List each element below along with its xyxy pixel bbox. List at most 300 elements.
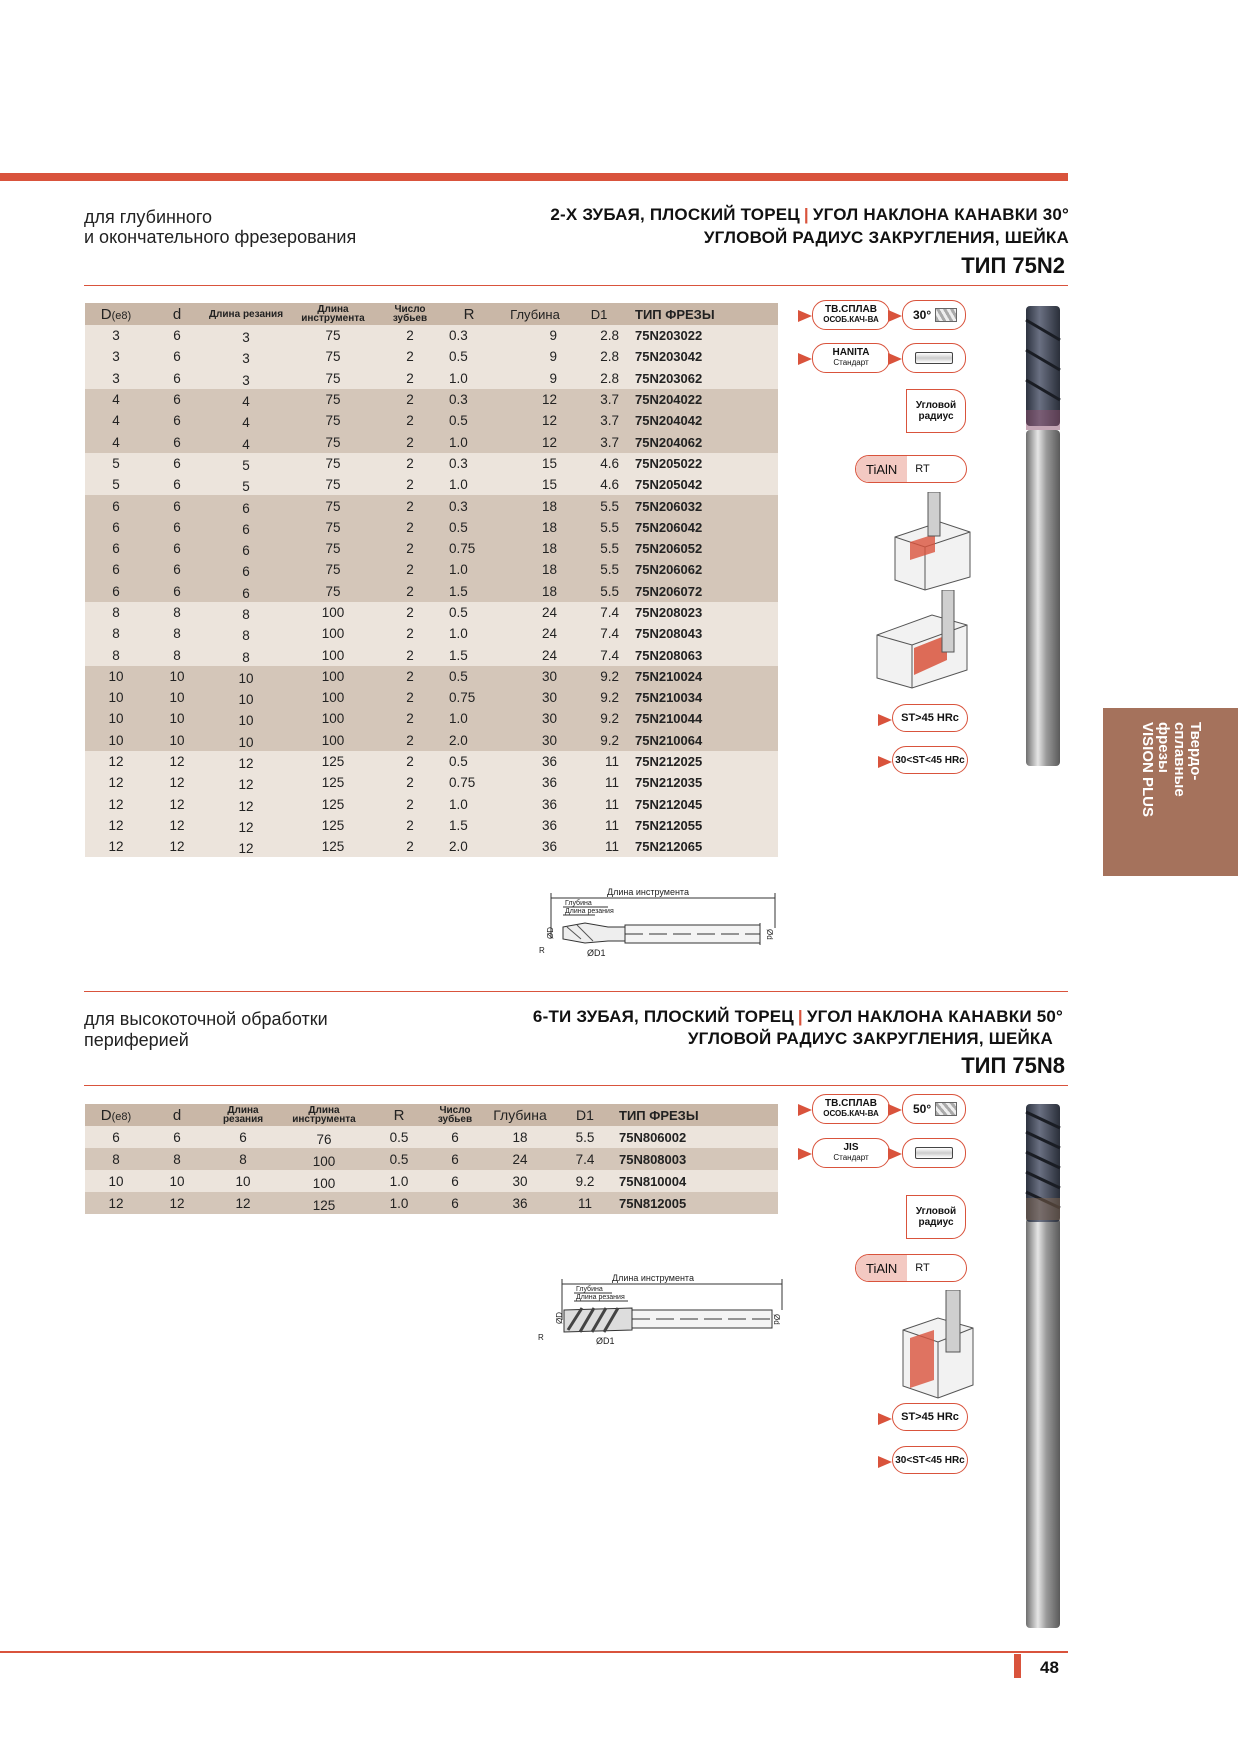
badge-standard-line1: HANITA	[832, 347, 870, 358]
cell-teeth: 6	[429, 1170, 481, 1192]
cell-D1: 11	[571, 772, 627, 793]
cell-D1: 2.8	[571, 368, 627, 389]
helix-icon	[935, 308, 957, 322]
table-row	[85, 368, 778, 389]
col-d: d	[147, 1104, 207, 1126]
bottom-accent-rule	[0, 1651, 1068, 1653]
drawing-label-tool-length: Длина инструмента	[607, 887, 689, 897]
cell-teeth: 2	[381, 772, 439, 793]
cell-cut-length: 12	[207, 815, 285, 836]
section2-type-title: ТИП 75N8	[961, 1053, 1065, 1078]
cell-D1: 7.4	[559, 1148, 611, 1170]
cell-teeth: 2	[381, 474, 439, 495]
page-number-marker	[1014, 1654, 1021, 1678]
cell-d: 6	[147, 431, 207, 452]
cell-d: 6	[147, 410, 207, 431]
cell-d: 10	[147, 687, 207, 708]
cell-depth: 36	[499, 751, 571, 772]
cell-D1: 11	[571, 794, 627, 815]
badge-corner-radius	[906, 389, 966, 433]
badge-arrow	[798, 1104, 812, 1116]
cell-d: 10	[147, 1170, 207, 1192]
cell-d: 6	[147, 538, 207, 559]
badge-arrow	[888, 1148, 902, 1160]
badge-carbide-line2: ОСОБ.КАЧ-ВА	[823, 1109, 879, 1118]
cell-teeth: 2	[381, 708, 439, 729]
table-row	[85, 794, 778, 815]
side-tab-line3: фрезы	[1154, 722, 1172, 773]
table-row	[85, 666, 778, 687]
cell-D1: 5.5	[571, 559, 627, 580]
cell-cut-length: 3	[207, 325, 285, 346]
section1-rule	[84, 285, 1068, 286]
cell-tool-length: 75	[285, 559, 381, 580]
cell-d: 6	[147, 495, 207, 516]
cell-tool-length: 100	[285, 666, 381, 687]
cell-teeth: 2	[381, 495, 439, 516]
cell-cut-length: 12	[207, 751, 285, 772]
cell-D1: 2.8	[571, 325, 627, 346]
col-tool-length: Длина инструмента	[279, 1104, 369, 1126]
cell-teeth: 2	[381, 431, 439, 452]
cell-code: 75N203062	[627, 368, 778, 389]
cell-tool-length: 75	[285, 325, 381, 346]
cell-teeth: 2	[381, 368, 439, 389]
table-row	[85, 772, 778, 793]
badge-arrow	[888, 1104, 902, 1116]
cell-D: 12	[85, 751, 147, 772]
badge-coating-name: TiAlN	[856, 456, 907, 482]
cell-tool-length: 100	[285, 687, 381, 708]
cell-teeth: 2	[381, 410, 439, 431]
cell-cut-length: 8	[207, 623, 285, 644]
col-D-sub: (e8)	[111, 1110, 132, 1123]
col-depth: Глубина	[481, 1104, 559, 1126]
cell-code: 75N208043	[627, 623, 778, 644]
col-R: R	[369, 1104, 429, 1126]
section2-heading-line1	[533, 1006, 1063, 1028]
cell-R: 0.75	[439, 772, 499, 793]
cell-depth: 12	[499, 410, 571, 431]
cell-tool-length: 100	[285, 644, 381, 665]
cell-code: 75N212055	[627, 815, 778, 836]
cell-tool-length: 76	[279, 1126, 369, 1148]
badge-standard	[812, 343, 890, 373]
cell-tool-length: 75	[285, 581, 381, 602]
badge-standard	[812, 1138, 890, 1168]
cell-code: 75N806002	[611, 1126, 778, 1148]
helix-icon	[935, 1102, 957, 1116]
cell-R: 0.5	[439, 602, 499, 623]
cell-D: 10	[85, 687, 147, 708]
cell-D1: 4.6	[571, 453, 627, 474]
badge-hrc-high: ST>45 HRc	[892, 1403, 968, 1431]
section1-heading-line1	[550, 204, 1069, 226]
cell-depth: 15	[499, 474, 571, 495]
cell-cut-length: 10	[207, 730, 285, 751]
cell-tool-length: 100	[285, 602, 381, 623]
cell-code: 75N210024	[627, 666, 778, 687]
cell-teeth: 2	[381, 815, 439, 836]
cell-R: 1.5	[439, 581, 499, 602]
table-row	[85, 495, 778, 516]
cell-D: 6	[85, 559, 147, 580]
cell-teeth: 2	[381, 517, 439, 538]
section2-heading-b: УГОЛ НАКЛОНА КАНАВКИ 50°	[806, 1007, 1063, 1026]
badge-coating-name: TiAlN	[856, 1255, 907, 1281]
cell-cut-length: 6	[207, 495, 285, 516]
cell-teeth: 2	[381, 346, 439, 367]
section1-type-title: ТИП 75N2	[961, 253, 1065, 278]
cell-teeth: 2	[381, 538, 439, 559]
badge-coating	[855, 455, 967, 483]
table-row	[85, 1170, 778, 1192]
cell-cut-length: 6	[207, 559, 285, 580]
table-row	[85, 1126, 778, 1148]
cell-tool-length: 100	[285, 730, 381, 751]
cell-tool-length: 75	[285, 474, 381, 495]
cell-tool-length: 75	[285, 410, 381, 431]
cell-depth: 18	[499, 581, 571, 602]
col-cut-length: Длина резания	[207, 1104, 279, 1126]
table-row	[85, 346, 778, 367]
cell-tool-length: 125	[285, 815, 381, 836]
cell-R: 1.5	[439, 815, 499, 836]
section1-heading-line2: УГЛОВОЙ РАДИУС ЗАКРУГЛЕНИЯ, ШЕЙКА	[703, 228, 1069, 247]
cell-tool-length: 75	[285, 368, 381, 389]
cell-D: 5	[85, 474, 147, 495]
cell-depth: 36	[499, 772, 571, 793]
section1-heading-a: 2-Х ЗУБАЯ, ПЛОСКИЙ ТОРЕЦ	[550, 205, 800, 224]
cell-tool-length: 75	[285, 453, 381, 474]
table-row	[85, 538, 778, 559]
table-row	[85, 708, 778, 729]
cell-teeth: 2	[381, 644, 439, 665]
cell-code: 75N204062	[627, 431, 778, 452]
cell-teeth: 2	[381, 730, 439, 751]
cell-D: 4	[85, 431, 147, 452]
col-d: d	[147, 303, 207, 325]
table-row	[85, 410, 778, 431]
cell-teeth: 2	[381, 325, 439, 346]
cell-depth: 36	[499, 794, 571, 815]
table-header-row	[85, 303, 778, 325]
table-row	[85, 325, 778, 346]
cell-teeth: 2	[381, 836, 439, 857]
cell-tool-length: 75	[285, 389, 381, 410]
cell-cut-length: 3	[207, 346, 285, 367]
cell-depth: 18	[499, 495, 571, 516]
cell-teeth: 2	[381, 623, 439, 644]
cell-depth: 12	[499, 431, 571, 452]
cell-D: 6	[85, 517, 147, 538]
cell-cut-length: 10	[207, 666, 285, 687]
cell-d: 8	[147, 1148, 207, 1170]
cell-D1: 11	[571, 815, 627, 836]
cell-d: 12	[147, 751, 207, 772]
badge-arrow	[798, 1148, 812, 1160]
drawing-label-D: ØD	[546, 927, 555, 939]
cell-depth: 24	[499, 602, 571, 623]
badge-arrow	[878, 756, 892, 768]
cell-D1: 3.7	[571, 431, 627, 452]
col-depth: Глубина	[499, 303, 571, 325]
cell-d: 6	[147, 1126, 207, 1148]
badge-arrow	[878, 1413, 892, 1425]
cell-code: 75N212025	[627, 751, 778, 772]
cell-D: 12	[85, 1192, 147, 1214]
cell-R: 1.0	[439, 431, 499, 452]
table-row	[85, 581, 778, 602]
cell-cut-length: 10	[207, 708, 285, 729]
side-milling-illustration	[872, 590, 972, 690]
cell-d: 12	[147, 794, 207, 815]
cell-D: 10	[85, 666, 147, 687]
cell-teeth: 2	[381, 751, 439, 772]
cell-teeth: 6	[429, 1192, 481, 1214]
cell-teeth: 2	[381, 794, 439, 815]
cell-tool-length: 75	[285, 346, 381, 367]
cell-depth: 30	[481, 1170, 559, 1192]
cell-cut-length: 6	[207, 581, 285, 602]
section1-subtitle-line1: для глубинного	[84, 207, 213, 227]
drawing-label-cut-length: Длина резания	[565, 908, 614, 915]
cell-D1: 9.2	[571, 708, 627, 729]
cell-D1: 7.4	[571, 602, 627, 623]
cell-cut-length: 10	[207, 687, 285, 708]
badge-radius-line1: Угловой	[915, 400, 957, 411]
col-cut-length: Длина резания	[207, 303, 285, 325]
badge-helix-value: 50°	[913, 1102, 932, 1116]
cell-R: 0.75	[439, 687, 499, 708]
cell-D1: 5.5	[571, 495, 627, 516]
table-row	[85, 453, 778, 474]
section2-heading-a: 6-ТИ ЗУБАЯ, ПЛОСКИЙ ТОРЕЦ	[532, 1007, 794, 1026]
badge-carbide	[812, 1094, 890, 1124]
col-D-label: D	[100, 1106, 112, 1124]
cell-R: 0.75	[439, 538, 499, 559]
cell-tool-length: 100	[285, 708, 381, 729]
cell-tool-length: 125	[279, 1192, 369, 1214]
cell-depth: 30	[499, 730, 571, 751]
cell-code: 75N203022	[627, 325, 778, 346]
cell-cut-length: 8	[207, 1148, 279, 1170]
cell-code: 75N212065	[627, 836, 778, 857]
cell-cut-length: 6	[207, 517, 285, 538]
cell-code: 75N210044	[627, 708, 778, 729]
cell-D: 3	[85, 346, 147, 367]
cell-depth: 18	[499, 517, 571, 538]
cell-D1: 9.2	[559, 1170, 611, 1192]
col-D	[85, 303, 147, 325]
cell-D1: 5.5	[559, 1126, 611, 1148]
table-row	[85, 815, 778, 836]
cell-depth: 30	[499, 708, 571, 729]
badge-carbide-line1: ТВ.СПЛАВ	[825, 1098, 877, 1109]
cell-D: 12	[85, 772, 147, 793]
cell-R: 0.3	[439, 325, 499, 346]
section2-subtitle-line2: периферией	[84, 1030, 189, 1050]
cell-D: 3	[85, 325, 147, 346]
cell-cut-length: 12	[207, 836, 285, 857]
cell-d: 12	[147, 836, 207, 857]
col-code: ТИП ФРЕЗЫ	[611, 1104, 778, 1126]
badge-standard-line2: Стандарт	[833, 358, 869, 367]
cell-tool-length: 125	[285, 836, 381, 857]
cell-code: 75N210034	[627, 687, 778, 708]
cell-d: 6	[147, 581, 207, 602]
side-tab-line4: VISION PLUS	[1138, 722, 1156, 818]
cell-R: 2.0	[439, 836, 499, 857]
section2-spec-table	[85, 1104, 778, 1214]
cell-cut-length: 12	[207, 794, 285, 815]
section2-rule	[84, 1085, 1068, 1086]
cell-code: 75N812005	[611, 1192, 778, 1214]
cell-depth: 24	[499, 623, 571, 644]
cell-R: 0.3	[439, 495, 499, 516]
cell-D: 12	[85, 815, 147, 836]
cell-code: 75N204022	[627, 389, 778, 410]
cell-d: 10	[147, 730, 207, 751]
cell-d: 6	[147, 389, 207, 410]
cell-R: 0.3	[439, 389, 499, 410]
cell-R: 0.5	[439, 410, 499, 431]
cell-tool-length: 75	[285, 495, 381, 516]
cell-teeth: 2	[381, 581, 439, 602]
cell-teeth: 2	[381, 389, 439, 410]
cell-D1: 11	[571, 836, 627, 857]
col-D-sub: (e8)	[111, 309, 132, 322]
cell-D: 5	[85, 453, 147, 474]
shank-icon	[915, 352, 953, 364]
cell-d: 6	[147, 474, 207, 495]
side-tab-line1: Твердо-	[1186, 722, 1204, 781]
badge-hrc-high: ST>45 HRc	[892, 704, 968, 732]
badge-coating-rt: RT	[915, 1262, 930, 1274]
section2-heading-separator: |	[797, 1007, 803, 1026]
badge-carbide-line1: ТВ.СПЛАВ	[825, 304, 877, 315]
cell-d: 6	[147, 325, 207, 346]
cell-D: 8	[85, 644, 147, 665]
cell-code: 75N203042	[627, 346, 778, 367]
cell-R: 1.0	[369, 1170, 429, 1192]
cell-cut-length: 4	[207, 389, 285, 410]
col-code: ТИП ФРЕЗЫ	[627, 303, 778, 325]
cell-D1: 5.5	[571, 538, 627, 559]
cell-code: 75N206052	[627, 538, 778, 559]
cell-R: 0.3	[439, 453, 499, 474]
cell-D1: 5.5	[571, 581, 627, 602]
cell-cut-length: 4	[207, 431, 285, 452]
top-accent-bar	[0, 173, 1068, 181]
badge-radius-line2: радиус	[918, 1217, 954, 1228]
badge-helix-angle	[902, 300, 966, 330]
cell-d: 8	[147, 623, 207, 644]
page-number: 48	[1040, 1658, 1059, 1677]
badge-hrc-mid: 30<ST<45 HRc	[892, 746, 968, 774]
cell-D: 3	[85, 368, 147, 389]
cell-D: 12	[85, 836, 147, 857]
cell-D1: 3.7	[571, 389, 627, 410]
cell-code: 75N206042	[627, 517, 778, 538]
cell-code: 75N205022	[627, 453, 778, 474]
table-row	[85, 389, 778, 410]
section1-heading-b: УГОЛ НАКЛОНА КАНАВКИ 30°	[812, 205, 1069, 224]
side-tab-text	[1139, 722, 1203, 862]
cell-d: 6	[147, 453, 207, 474]
badge-radius-line1: Угловой	[915, 1206, 957, 1217]
drawing-label-R: R	[539, 946, 545, 955]
drawing-label-cut-length: Длина резания	[576, 1294, 625, 1301]
cell-d: 8	[147, 602, 207, 623]
cell-D: 10	[85, 1170, 147, 1192]
cell-D1: 5.5	[571, 517, 627, 538]
cell-R: 1.0	[439, 474, 499, 495]
drawing-label-D: ØD	[555, 1312, 564, 1324]
cell-cut-length: 6	[207, 1126, 279, 1148]
cell-d: 12	[147, 1192, 207, 1214]
cell-d: 8	[147, 644, 207, 665]
cell-teeth: 6	[429, 1148, 481, 1170]
table-row	[85, 431, 778, 452]
cell-teeth: 2	[381, 453, 439, 474]
badge-coating	[855, 1254, 967, 1282]
badge-arrow	[888, 310, 902, 322]
cell-d: 12	[147, 772, 207, 793]
badge-arrow	[798, 310, 812, 322]
cell-R: 1.0	[439, 794, 499, 815]
cell-R: 0.5	[369, 1126, 429, 1148]
cell-code: 75N205042	[627, 474, 778, 495]
table-row	[85, 474, 778, 495]
cell-tool-length: 100	[279, 1148, 369, 1170]
cell-depth: 24	[499, 644, 571, 665]
cell-depth: 36	[499, 836, 571, 857]
cell-R: 0.5	[439, 346, 499, 367]
cell-D: 10	[85, 730, 147, 751]
cell-R: 1.0	[439, 368, 499, 389]
badge-arrow	[888, 353, 902, 365]
section1-subtitle-line2: и окончательного фрезерования	[84, 227, 357, 247]
cell-code: 75N210064	[627, 730, 778, 751]
table-row	[85, 1148, 778, 1170]
cell-R: 1.0	[439, 559, 499, 580]
table-row	[85, 623, 778, 644]
cell-code: 75N810004	[611, 1170, 778, 1192]
table-row	[85, 644, 778, 665]
cell-d: 6	[147, 517, 207, 538]
cell-teeth: 6	[429, 1126, 481, 1148]
section1-dimension-drawing	[525, 883, 785, 963]
cell-cut-length: 8	[207, 644, 285, 665]
table-row	[85, 836, 778, 857]
cell-R: 1.0	[369, 1192, 429, 1214]
cell-D: 12	[85, 794, 147, 815]
section1-spec-table	[85, 303, 778, 857]
drawing-label-depth: Глубина	[576, 1286, 603, 1293]
cell-R: 0.5	[439, 517, 499, 538]
side-milling-illustration	[898, 1290, 980, 1400]
shank-icon	[915, 1147, 953, 1159]
badge-radius-line2: радиус	[918, 411, 954, 422]
badge-standard-line1: JIS	[843, 1142, 859, 1153]
section2-tool-image	[1018, 1098, 1068, 1633]
cell-R: 2.0	[439, 730, 499, 751]
cell-depth: 15	[499, 453, 571, 474]
cell-cut-length: 6	[207, 538, 285, 559]
cell-d: 10	[147, 666, 207, 687]
cell-cut-length: 5	[207, 474, 285, 495]
